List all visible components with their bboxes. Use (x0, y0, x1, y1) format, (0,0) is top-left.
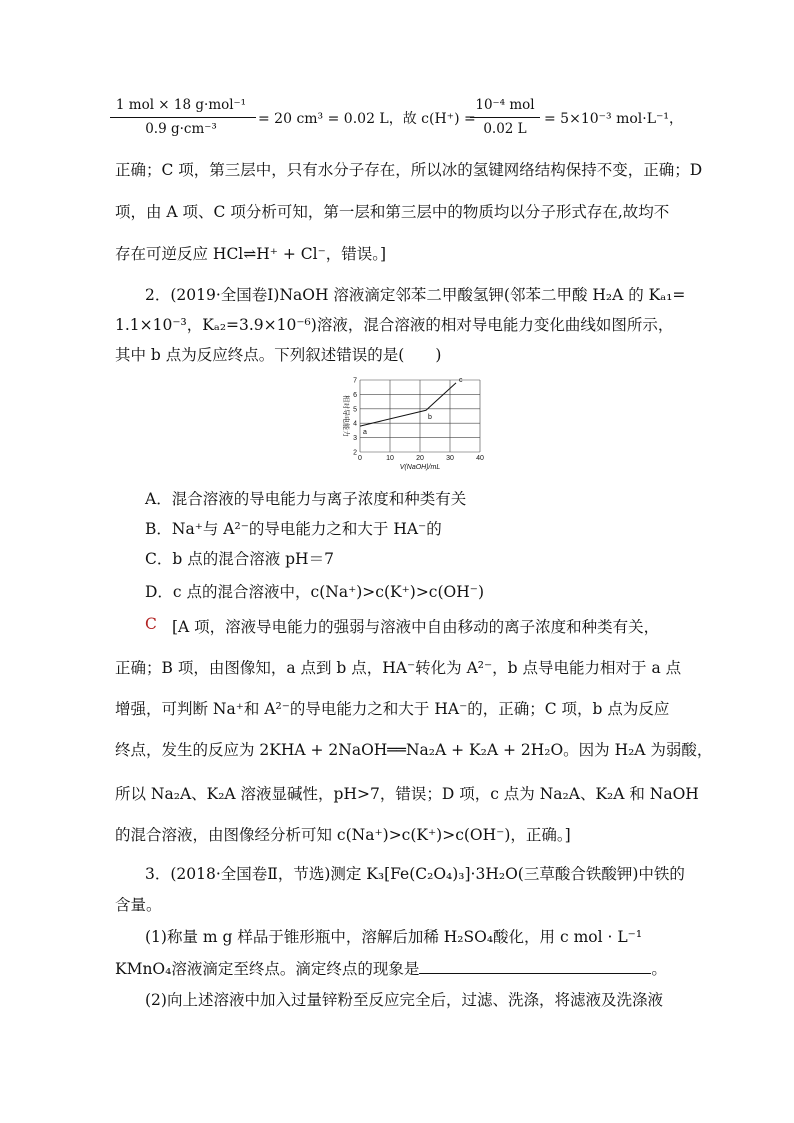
question-3-part-1: (1)称量 m g 样品于锥形瓶中，溶解后加稀 H₂SO₄酸化，用 c mol · L⁻¹ (145, 928, 643, 946)
fraction-2-numerator: 10⁻⁴ mol (475, 97, 535, 113)
question-3-stem: 含量。 (115, 896, 162, 914)
option-a: A．混合溶液的导电能力与离子浓度和种类有关 (145, 490, 467, 508)
y-axis-title: 相对导电能力 (342, 395, 349, 437)
explanation-line: 所以 Na₂A、K₂A 溶液显碱性，pH>7，错误；D 项，c 点为 Na₂A、K₂A 和 NaOH (115, 785, 699, 803)
option-d: D．c 点的混合溶液中，c(Na⁺)>c(K⁺)>c(OH⁻) (145, 583, 484, 601)
y-tick-label: 2 (353, 449, 357, 457)
y-tick-label: 3 (353, 435, 357, 443)
explanation-line: [A 项，溶液导电能力的强弱与溶液中自由移动的离子浓度和种类有关， (172, 618, 660, 636)
fraction-1-denominator: 0.9 g·cm⁻³ (145, 121, 217, 137)
conductivity-chart-svg (330, 372, 490, 474)
formula-equals-2: = 5×10⁻³ mol·L⁻¹， (544, 111, 684, 127)
point-label-a: a (363, 429, 367, 437)
explanation-line: 的混合溶液，由图像经分析可知 c(Na⁺)>c(K⁺)>c(OH⁻)，正确。] (115, 826, 571, 844)
question-3-part-1-cont (115, 957, 667, 979)
x-axis-title: V(NaOH)/mL (399, 464, 441, 471)
explanation-line: 增强，可判断 Na⁺和 A²⁻的导电能力之和大于 HA⁻的，正确；C 项，b 点为反应 (115, 700, 670, 718)
fraction-1-numerator: 1 mol × 18 g·mol⁻¹ (115, 97, 247, 113)
y-tick-label: 7 (353, 377, 357, 385)
answer-blank[interactable] (419, 959, 651, 974)
fraction-2-bar (470, 117, 540, 118)
formula-equals-1: = 20 cm³ = 0.02 L，故 c(H⁺) = (258, 111, 476, 127)
explanation-line: 终点，发生的反应为 2KHA + 2NaOH══Na₂A + K₂A + 2H₂O。因为 H₂A 为弱酸， (115, 741, 713, 759)
paragraph-line: 存在可逆反应 HCl⇌H⁺ + Cl⁻，错误。] (115, 245, 387, 263)
explanation-line: 正确；B 项，由图像知，a 点到 b 点，HA⁻转化为 A²⁻，b 点导电能力相对于 a 点 (115, 659, 682, 677)
option-c: C．b 点的混合溶液 pH＝7 (145, 550, 334, 568)
x-tick-label: 30 (446, 455, 454, 462)
point-label-b: b (428, 414, 432, 422)
question-3-period: 。 (651, 960, 667, 978)
question-3-part-1-text: KMnO₄溶液滴定至终点。滴定终点的现象是 (115, 960, 420, 978)
x-tick-label: 10 (386, 455, 394, 462)
question-2-stem: 2．(2019·全国卷Ⅰ)NaOH 溶液滴定邻苯二甲酸氢钾(邻苯二甲酸 H₂A 的 Kₐ₁= (145, 286, 686, 304)
x-tick-label: 20 (416, 455, 424, 462)
paragraph-line: 项，由 A 项、C 项分析可知，第一层和第三层中的物质均以分子形式存在,故均不 (115, 203, 670, 221)
y-tick-label: 4 (353, 420, 357, 428)
fraction-1-bar (110, 117, 256, 118)
x-tick-label: 0 (358, 455, 362, 462)
question-3-part-2: (2)向上述溶液中加入过量锌粉至反应完全后，过滤、洗涤，将滤液及洗涤液 (145, 991, 663, 1009)
question-2-stem: 其中 b 点为反应终点。下列叙述错误的是( ) (115, 346, 442, 364)
question-2-stem: 1.1×10⁻³，Kₐ₂=3.9×10⁻⁶)溶液，混合溶液的相对导电能力变化曲线如图所示， (115, 316, 674, 334)
series-line (360, 383, 456, 426)
conductivity-chart (330, 372, 490, 474)
fraction-2-denominator: 0.02 L (483, 121, 527, 137)
question-3-stem: 3．(2018·全国卷Ⅱ，节选)测定 K₃[Fe(C₂O₄)₃]·3H₂O(三草酸合铁酸钾)中铁的 (145, 865, 685, 883)
x-tick-label: 40 (476, 455, 484, 462)
answer-letter: C (145, 615, 157, 633)
option-b: B．Na⁺与 A²⁻的导电能力之和大于 HA⁻的 (145, 520, 442, 538)
paragraph-line: 正确；C 项，第三层中，只有水分子存在，所以冰的氢键网络结构保持不变，正确；D (115, 161, 703, 179)
y-tick-label: 5 (353, 406, 357, 414)
y-tick-label: 6 (353, 391, 357, 399)
point-label-c: c (459, 376, 463, 384)
